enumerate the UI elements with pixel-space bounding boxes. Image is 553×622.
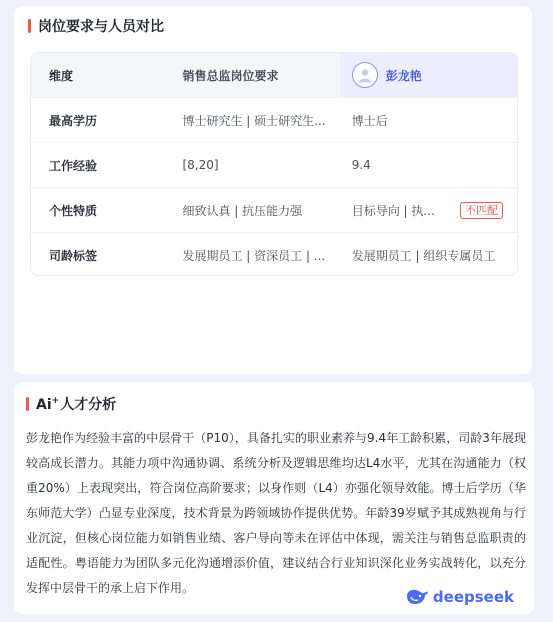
row-dimension: 个性特质 bbox=[49, 203, 98, 218]
row-requirement bbox=[168, 143, 339, 187]
person-value-text: 9.4 bbox=[351, 158, 371, 172]
header-person[interactable] bbox=[340, 53, 517, 97]
person-name: 彭龙艳 bbox=[385, 68, 422, 83]
analysis-text: 彭龙艳作为经验丰富的中层骨干（P10），具备扎实的职业素养与9.4年工龄积累，司龄3年展现较高成长潜力。其能力项中沟通协调、系统分析及逻辑思维均达L4水平，尤其在沟通能力（权重20%）上表现突出，符合岗位高阶要求；以身作则（L4）亦强化领导效能。博士后学历（华东师范大学）凸显专业深度，技术背景为跨领域协作提供优势。年龄39岁赋予其成熟视角与行业沉淀，但核心岗位能力如销售业绩、客户导向等未在评估中体现，需关注与销售总监职责的适配性。粤语能力为团队多元化沟通增添价值，建议结合行业知识深化业务实战转化，以充分发挥中层骨干的承上启下作用。 bbox=[26, 431, 526, 595]
ai-sup: + bbox=[51, 396, 60, 406]
row-requirement bbox=[168, 188, 339, 232]
title-accent-bar bbox=[26, 397, 29, 411]
table-row bbox=[31, 233, 517, 276]
header-dimension: 维度 bbox=[31, 53, 168, 97]
row-dimension: 工作经验 bbox=[49, 158, 98, 173]
table-row bbox=[31, 188, 517, 233]
deepseek-whale-icon bbox=[405, 588, 429, 606]
row-person-value bbox=[340, 188, 517, 232]
comparison-title bbox=[28, 16, 164, 36]
comparison-title-text: 岗位要求与人员对比 bbox=[38, 19, 164, 35]
table-row bbox=[31, 143, 517, 188]
person-value-text: 目标导向 | 执... bbox=[351, 203, 435, 218]
ai-mark: Ai bbox=[36, 397, 52, 413]
analysis-card bbox=[14, 382, 534, 614]
comparison-card bbox=[14, 6, 532, 374]
row-person-value bbox=[340, 98, 517, 142]
avatar-icon bbox=[352, 62, 378, 88]
person-value-text: 发展期员工 | 组织专属员工 bbox=[351, 249, 496, 263]
table-header-row bbox=[31, 53, 517, 98]
requirement-text: 发展期员工 | 资深员工 | ... bbox=[182, 249, 326, 263]
row-dimension: 最高学历 bbox=[49, 113, 98, 128]
comparison-table bbox=[30, 52, 518, 276]
requirement-text: 博士研究生 | 硕士研究生... bbox=[182, 113, 326, 128]
analysis-title-text bbox=[36, 394, 116, 414]
mismatch-badge: 不匹配 bbox=[460, 202, 503, 219]
table-row bbox=[31, 98, 517, 143]
analysis-title bbox=[26, 394, 116, 414]
row-person-value bbox=[340, 143, 517, 187]
header-requirement: 销售总监岗位要求 bbox=[168, 53, 339, 97]
requirement-text: 细致认真 | 抗压能力强 bbox=[182, 203, 303, 218]
row-requirement bbox=[168, 233, 339, 276]
row-dimension: 司龄标签 bbox=[49, 249, 98, 263]
row-person-value bbox=[340, 233, 517, 276]
requirement-text: [8,20] bbox=[182, 158, 219, 172]
person-value-text: 博士后 bbox=[351, 113, 388, 128]
deepseek-logo bbox=[405, 588, 514, 606]
title-accent-bar bbox=[28, 19, 31, 33]
row-requirement bbox=[168, 98, 339, 142]
analysis-title-suffix: 人才分析 bbox=[60, 397, 117, 413]
deepseek-wordmark: deepseek bbox=[432, 588, 514, 606]
